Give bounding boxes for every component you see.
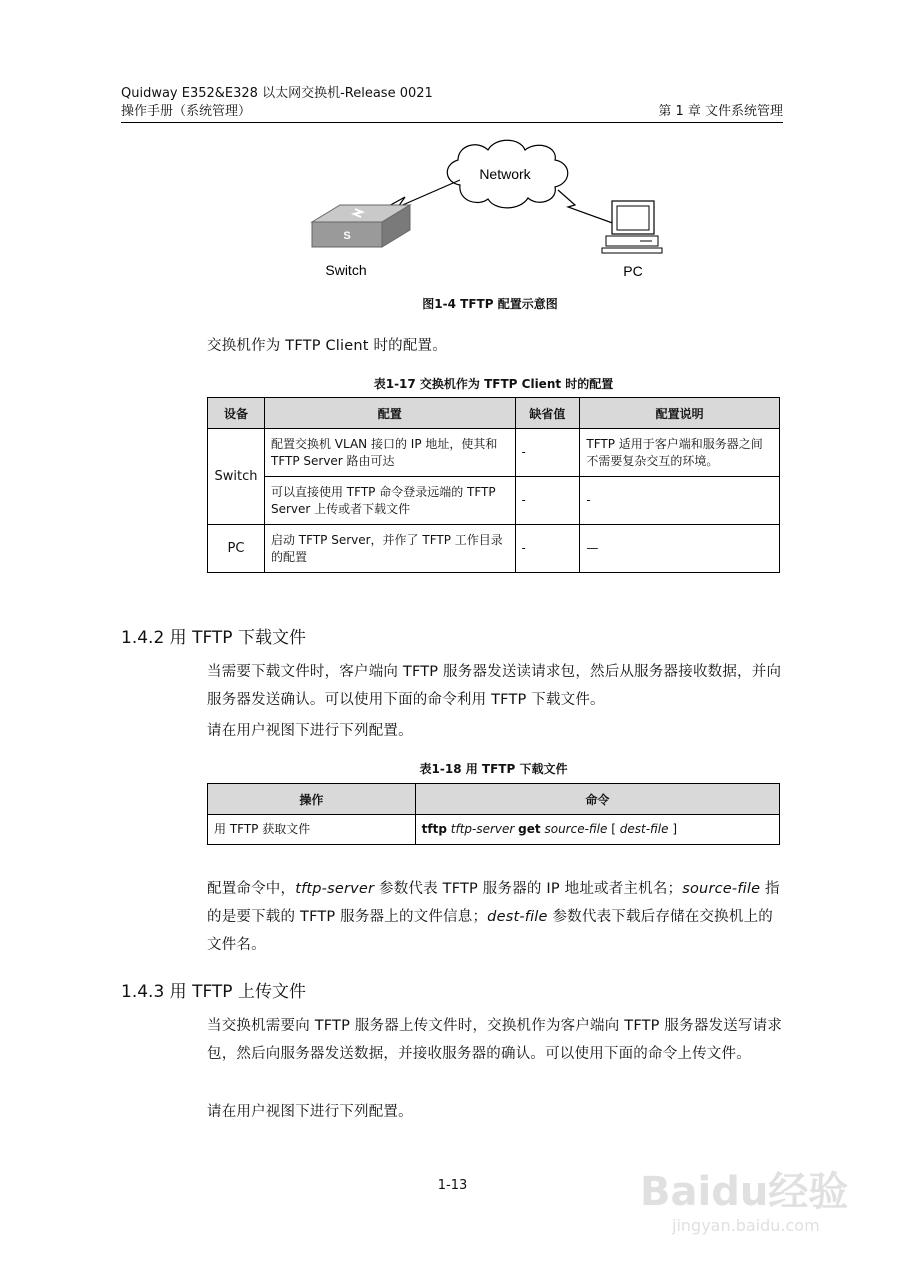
switch-label: Switch (325, 262, 367, 278)
table17-caption: 表1-17 交换机作为 TFTP Client 时的配置 (373, 377, 614, 391)
watermark-url: jingyan.baidu.com (672, 1216, 820, 1235)
header-subtitle: 操作手册（系统管理） (121, 104, 252, 119)
param-name: tftp-server (295, 881, 375, 897)
cmd-param: source-file (544, 822, 608, 836)
cmd-param: dest-file (619, 822, 669, 836)
text-run: 配置命令中， (207, 881, 296, 897)
section-heading-143: 1.4.3 用 TFTP 上传文件 (121, 982, 306, 1002)
header-chapter: 第 1 章 文件系统管理 (658, 104, 783, 119)
header-title: Quidway E352&E328 以太网交换机-Release 0021 (121, 86, 433, 101)
figure-caption: 图1-4 TFTP 配置示意图 (422, 297, 558, 311)
table17-default: - (515, 429, 580, 477)
table17-header: 缺省值 (515, 398, 580, 429)
table17-default: - (515, 525, 580, 573)
text-run: 指的是要下载的 TFTP 服务器上的文件信息； (207, 881, 780, 925)
cmd-keyword: get (518, 822, 541, 836)
table-row (208, 477, 780, 525)
watermark-logo: Baidu经验 (640, 1169, 849, 1215)
cmd-bracket: [ (611, 822, 616, 836)
switch-logo: S (343, 230, 351, 242)
pc-label: PC (623, 263, 643, 279)
param-name: dest-file (487, 909, 548, 925)
table17-config: 可以直接使用 TFTP 命令登录远端的 TFTP Server 上传或者下载文件 (264, 477, 515, 525)
link-network-pc (558, 190, 618, 225)
table17-default: - (515, 477, 580, 525)
section142-para2: 请在用户视图下进行下列配置。 (207, 723, 413, 739)
text-run: 参数代表下载后存储在交换机上的文件名。 (207, 909, 773, 953)
table17 (207, 397, 780, 573)
command-explanation (207, 875, 783, 959)
intro-text: 交换机作为 TFTP Client 时的配置。 (207, 338, 447, 354)
cmd-bracket: ] (672, 822, 678, 836)
table17-header: 配置 (264, 398, 515, 429)
table-row (208, 525, 780, 573)
table18-caption: 表1-18 用 TFTP 下载文件 (419, 762, 568, 776)
table17-config: 配置交换机 VLAN 接口的 IP 地址，使其和 TFTP Server 路由可达 (264, 429, 515, 477)
text-run: 参数代表 TFTP 服务器的 IP 地址或者主机名； (374, 881, 683, 897)
table17-device: Switch (208, 429, 265, 525)
table17-device: PC (208, 525, 265, 573)
table18-operation: 用 TFTP 获取文件 (208, 815, 416, 845)
cmd-keyword: tftp (421, 822, 447, 836)
param-name: source-file (682, 881, 761, 897)
table17-header: 配置说明 (580, 398, 780, 429)
table18-command (415, 815, 779, 845)
table-row (208, 815, 780, 845)
network-diagram (300, 135, 680, 285)
table18-header: 操作 (208, 784, 416, 815)
table17-config: 启动 TFTP Server，并作了 TFTP 工作目录的配置 (264, 525, 515, 573)
table18-header: 命令 (415, 784, 779, 815)
pc-icon (602, 201, 662, 253)
network-cloud-icon (447, 140, 567, 208)
section143-para1: 当交换机需要向 TFTP 服务器上传文件时，交换机作为客户端向 TFTP 服务器发送写请求包，然后向服务器发送数据，并接收服务器的确认。可以使用下面的命令上传文件。 (207, 1018, 783, 1062)
table17-header: 设备 (208, 398, 265, 429)
section-heading-142: 1.4.2 用 TFTP 下载文件 (121, 628, 306, 648)
switch-icon (312, 205, 410, 247)
cmd-param: tftp-server (450, 822, 515, 836)
table17-desc: TFTP 适用于客户端和服务器之间不需要复杂交互的环境。 (580, 429, 780, 477)
section142-para1: 当需要下载文件时，客户端向 TFTP 服务器发送读请求包，然后从服务器接收数据，并向服务器发送确认。可以使用下面的命令利用 TFTP 下载文件。 (207, 664, 782, 708)
section143-para2: 请在用户视图下进行下列配置。 (207, 1104, 413, 1120)
table17-desc: — (580, 525, 780, 573)
table-row (208, 429, 780, 477)
header-rule (121, 122, 783, 123)
table18 (207, 783, 780, 845)
network-label: Network (479, 166, 531, 182)
table17-desc: - (580, 477, 780, 525)
page-number: 1-13 (437, 1178, 468, 1193)
